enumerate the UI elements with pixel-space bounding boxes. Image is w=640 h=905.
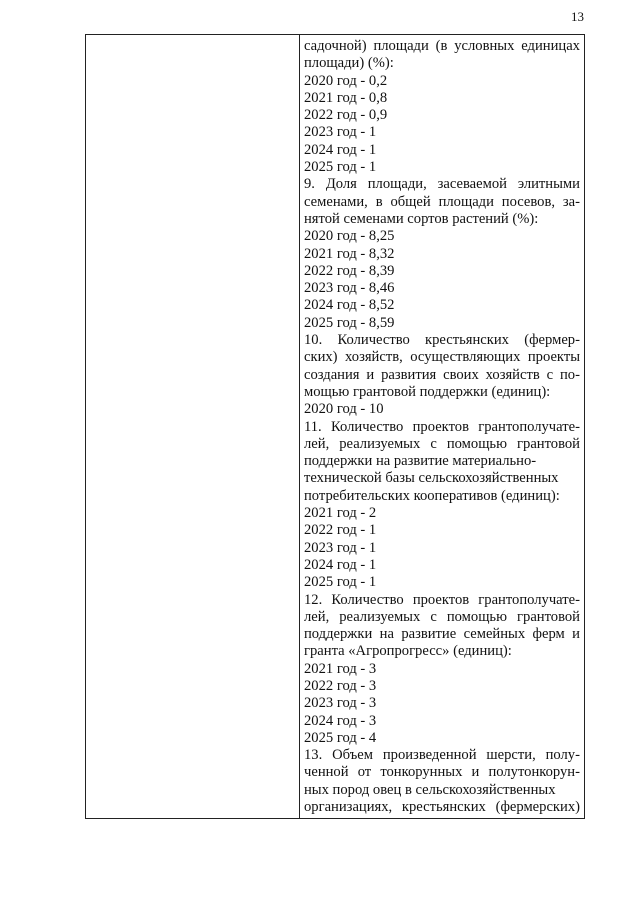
text-line: поддержки на развитие материально- xyxy=(304,453,537,470)
text-line: ченной от тонкорунных и полутонкорун- xyxy=(304,764,580,781)
text-line: площади) (%): xyxy=(304,55,394,72)
text-line: 2023 год - 1 xyxy=(304,539,377,556)
text-line: 11. Количество проектов грантополучате- xyxy=(304,418,580,435)
text-line: 2022 год - 1 xyxy=(304,522,377,539)
text-line: 2022 год - 8,39 xyxy=(304,262,395,279)
text-line: 2025 год - 1 xyxy=(304,574,377,591)
text-line: садочной) площади (в условных единицах xyxy=(304,38,580,54)
text-line: 2023 год - 8,46 xyxy=(304,280,395,297)
page-number: 13 xyxy=(571,9,584,24)
text-line: ских) хозяйств, осуществляющих проекты xyxy=(304,349,580,366)
text-line: нятой семенами сортов растений (%): xyxy=(304,210,539,227)
text-line: 2021 год - 3 xyxy=(304,660,377,677)
text-line: организациях, крестьянских (фермерских) xyxy=(304,799,580,816)
text-line: гранта «Агропрогресс» (единиц): xyxy=(304,643,512,660)
document-table xyxy=(85,34,585,819)
text-line: поддержки на развитие семейных ферм и xyxy=(304,626,580,643)
indicator-cell xyxy=(304,38,580,816)
text-line: 2024 год - 1 xyxy=(304,556,377,573)
text-line: 2021 год - 0,8 xyxy=(304,89,388,106)
text-line: 2020 год - 10 xyxy=(304,401,384,418)
text-line: 2025 год - 4 xyxy=(304,729,377,746)
text-line: лей, реализуемых с помощью грантовой xyxy=(304,608,580,625)
text-line: 10. Количество крестьянских (фермер- xyxy=(304,332,580,349)
text-line: 2020 год - 8,25 xyxy=(304,228,395,245)
text-line: 2022 год - 0,9 xyxy=(304,107,388,124)
text-line: 12. Количество проектов грантополучате- xyxy=(304,591,580,608)
text-line: 2025 год - 8,59 xyxy=(304,314,395,331)
text-line: 2024 год - 3 xyxy=(304,712,377,729)
text-line: 2025 год - 1 xyxy=(304,159,377,176)
text-line: технической базы сельскохозяйственных xyxy=(304,470,559,487)
text-line: мощью грантовой поддержки (единиц): xyxy=(304,383,551,400)
text-line: лей, реализуемых с помощью грантовой xyxy=(304,435,580,452)
text-line: 2020 год - 0,2 xyxy=(304,72,388,89)
text-line: 2021 год - 8,32 xyxy=(304,245,395,262)
text-line: ных пород овец в сельскохозяйственных xyxy=(304,781,556,798)
text-line: 2024 год - 8,52 xyxy=(304,297,395,314)
text-line: 9. Доля площади, засеваемой элитными xyxy=(304,176,580,193)
column-divider xyxy=(299,35,300,818)
text-line: создания и развития своих хозяйств с по- xyxy=(304,366,580,383)
text-line: 2024 год - 1 xyxy=(304,141,377,158)
text-line: 2021 год - 2 xyxy=(304,505,377,522)
text-line: 13. Объем произведенной шерсти, полу- xyxy=(304,747,580,764)
text-line: 2023 год - 1 xyxy=(304,124,377,141)
text-line: потребительских кооперативов (единиц): xyxy=(304,487,560,504)
text-line: 2022 год - 3 xyxy=(304,677,377,694)
text-line: семенами, в общей площади посевов, за- xyxy=(304,193,580,210)
text-line: 2023 год - 3 xyxy=(304,695,377,712)
